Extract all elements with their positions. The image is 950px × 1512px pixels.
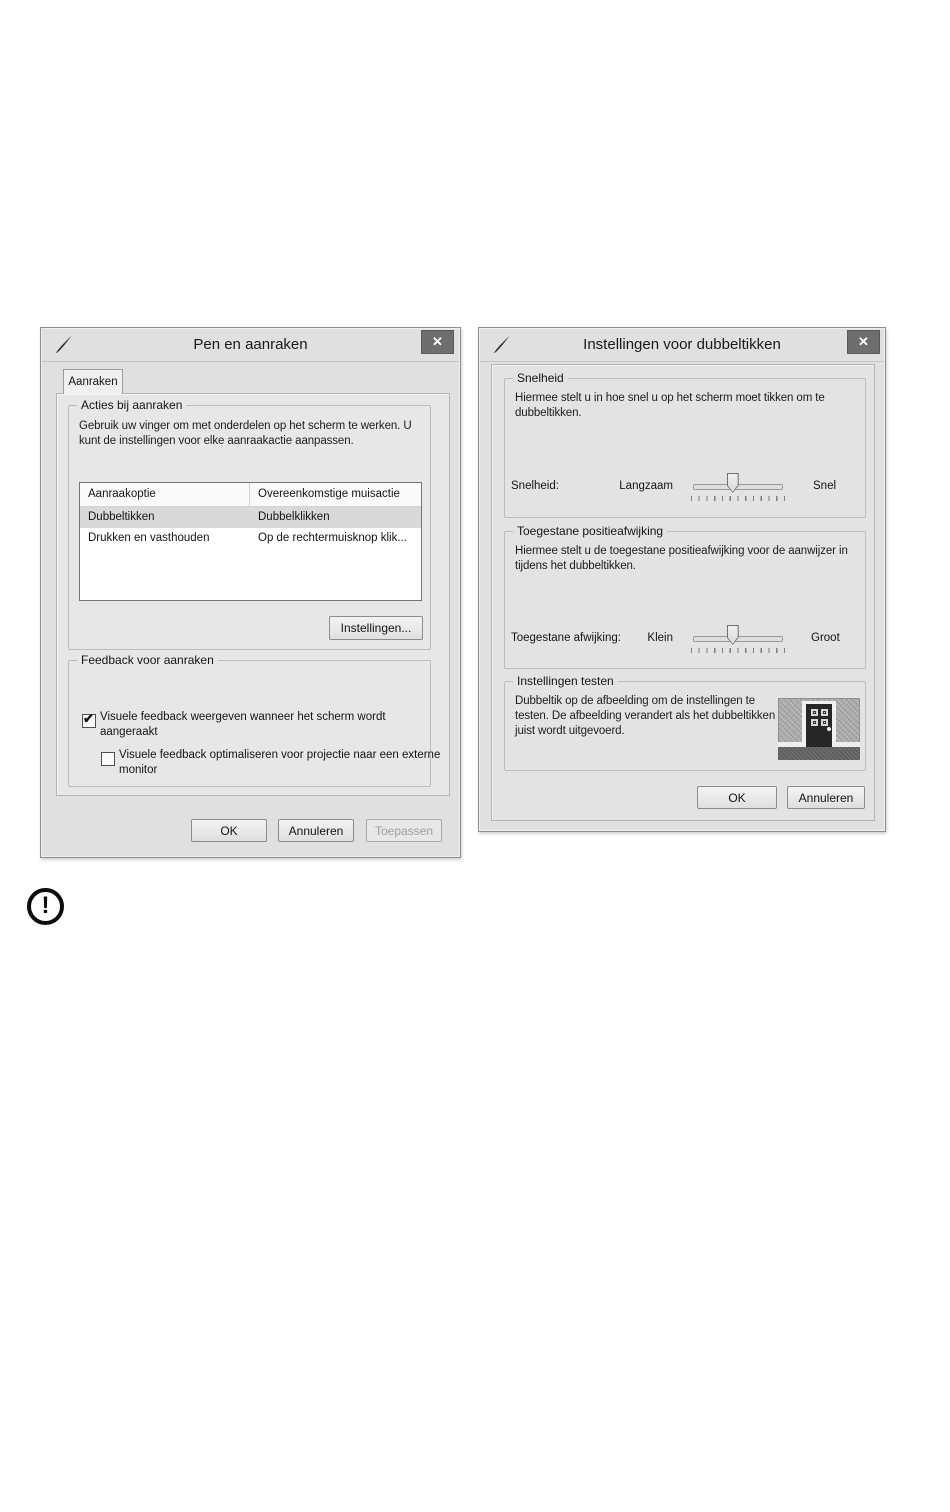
cancel-button[interactable]: Annuleren (787, 786, 865, 809)
dialog-title: Pen en aanraken (193, 336, 308, 353)
slider-max-label: Groot (811, 632, 840, 644)
door-panel (806, 704, 832, 747)
pen-touch-dialog (40, 327, 461, 858)
pen-icon (490, 334, 512, 356)
group-acties-bij-aanraken (68, 398, 431, 650)
group-description: Hiermee stelt u in hoe snel u op het scherm moet tikken om te dubbeltikken. (515, 392, 825, 419)
group-label: Feedback voor aanraken (77, 653, 218, 667)
titlebar[interactable] (480, 328, 884, 362)
titlebar[interactable] (42, 328, 459, 362)
close-icon[interactable]: ✕ (847, 330, 880, 354)
exclamation-note-icon (27, 888, 64, 925)
slider-label: Snelheid: (511, 480, 559, 492)
tab-aanraken[interactable]: Aanraken (63, 369, 123, 394)
visual-feedback-checkbox[interactable] (82, 711, 96, 728)
double-tap-test-image[interactable] (778, 698, 860, 760)
touch-actions-table (79, 482, 422, 601)
exclamation-glyph: ! (41, 892, 50, 919)
slider-ticks (691, 648, 785, 653)
group-description: Hiermee stelt u de toegestane positieafwijking voor de aanwijzer in tijdens het dubbeltikken. (515, 545, 848, 572)
cell-option: Dubbeltikken (88, 511, 155, 523)
speed-slider[interactable] (693, 484, 783, 490)
slider-thumb[interactable] (727, 473, 739, 493)
group-label: Acties bij aanraken (77, 398, 186, 412)
door-window-pane (811, 709, 818, 716)
group-label: Snelheid (513, 371, 568, 385)
slider-thumb-face (728, 474, 738, 492)
optimize-projection-checkbox[interactable] (101, 752, 115, 766)
slider-label: Toegestane afwijking: (511, 632, 621, 644)
group-description: Dubbeltik op de afbeelding om de instellingen te testen. De afbeelding verandert als het dubbeltikken juist wordt uitgevoerd. (515, 695, 776, 737)
group-label: Instellingen testen (513, 674, 618, 688)
cell-action: Dubbelklikken (258, 511, 330, 523)
close-icon[interactable]: ✕ (421, 330, 454, 354)
checkbox-label[interactable]: Visuele feedback weergeven wanneer het scherm wordt aangeraakt (100, 711, 386, 738)
group-instellingen-testen (504, 674, 866, 771)
door-window-pane (811, 719, 818, 726)
group-feedback-voor-aanraken (68, 653, 441, 787)
ok-button[interactable]: OK (697, 786, 777, 809)
table-row[interactable] (80, 507, 421, 528)
cell-option: Drukken en vasthouden (88, 532, 210, 544)
table-row[interactable] (80, 528, 421, 549)
door-window-pane (821, 709, 828, 716)
tolerance-slider[interactable] (693, 636, 783, 642)
cancel-button[interactable]: Annuleren (278, 819, 354, 842)
slider-ticks (691, 496, 785, 501)
group-description: Gebruik uw vinger om met onderdelen op het scherm te werken. U kunt de instellingen voor elke aanraakactie aanpassen. (79, 420, 412, 447)
door-floor (778, 747, 860, 760)
group-snelheid (504, 371, 866, 518)
checkbox-label[interactable]: Visuele feedback optimaliseren voor projectie naar een externe monitor (119, 749, 441, 776)
slider-min-label: Klein (647, 632, 673, 644)
tab-page (56, 393, 450, 796)
dialog-title: Instellingen voor dubbeltikken (583, 336, 781, 353)
slider-thumb-face (728, 626, 738, 644)
ok-button[interactable]: OK (191, 819, 267, 842)
pen-icon (52, 334, 74, 356)
door-knob (827, 727, 831, 731)
apply-button[interactable]: Toepassen (366, 819, 442, 842)
slider-min-label: Langzaam (619, 480, 673, 492)
dialog-body (491, 364, 875, 821)
settings-button[interactable]: Instellingen... (329, 616, 423, 640)
table-header (80, 483, 421, 507)
double-tap-settings-dialog (478, 327, 886, 832)
slider-thumb[interactable] (727, 625, 739, 645)
slider-max-label: Snel (813, 480, 837, 492)
group-label: Toegestane positieafwijking (513, 524, 667, 538)
column-header-muisactie[interactable]: Overeenkomstige muisactie (258, 488, 400, 500)
cell-action: Op de rechtermuisknop klik... (258, 532, 407, 544)
checkmark-icon: ✔ (83, 711, 94, 726)
door-window-pane (821, 719, 828, 726)
group-toegestane-positieafwijking (504, 524, 866, 669)
column-header-aanraakoptie[interactable]: Aanraakoptie (80, 483, 250, 506)
